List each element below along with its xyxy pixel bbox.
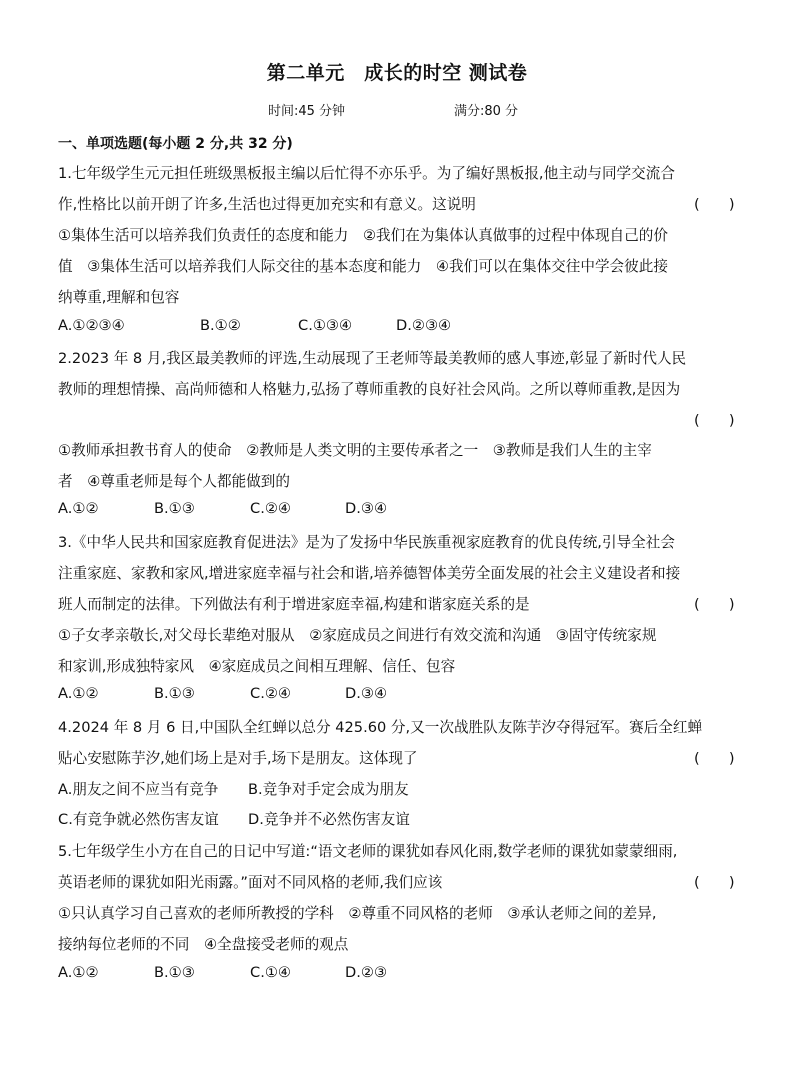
option-d: D.③④ bbox=[345, 500, 388, 517]
option-d: D.②③ bbox=[345, 964, 388, 981]
question-5-statements-line-2: 接纳每位老师的不同 ④全盘接受老师的观点 bbox=[58, 936, 349, 953]
option-d: D.竞争并不必然伤害友谊 bbox=[248, 811, 410, 828]
exam-time: 时间:45 分钟 bbox=[268, 104, 346, 119]
question-2-stem-line-1: 2.2023 年 8 月,我区最美教师的评选,生动展现了王老师等最美教师的感人事迹,彰显了新时代人民 bbox=[58, 350, 687, 367]
question-4-stem-line-1: 4.2024 年 8 月 6 日,中国队全红蝉以总分 425.60 分,又一次战胜队友陈芋汐夺得冠军。赛后全红蝉 bbox=[58, 719, 703, 736]
question-1-stem-line-2: 作,性格比以前开朗了许多,生活也过得更加充实和有意义。这说明 bbox=[58, 196, 476, 213]
answer-bracket: ( ) bbox=[694, 596, 735, 613]
option-c: C.有竞争就必然伤害友谊 bbox=[58, 811, 219, 828]
question-5-statements-line-1: ①只认真学习自己喜欢的老师所教授的学科 ②尊重不同风格的老师 ③承认老师之间的差异, bbox=[58, 905, 657, 922]
option-c: C.①③④ bbox=[298, 317, 353, 334]
page-title: 第二单元 成长的时空 测试卷 bbox=[266, 62, 528, 84]
option-b: B.①③ bbox=[154, 964, 195, 981]
option-a: A.①② bbox=[58, 964, 99, 981]
answer-bracket: ( ) bbox=[694, 196, 735, 213]
question-4-stem-line-2: 贴心安慰陈芋汐,她们场上是对手,场下是朋友。这体现了 bbox=[58, 750, 418, 767]
question-2-statements-line-2: 者 ④尊重老师是每个人都能做到的 bbox=[58, 473, 290, 490]
option-a: A.①②③④ bbox=[58, 317, 125, 334]
question-3-stem-line-3: 班人而制定的法律。下列做法有利于增进家庭幸福,构建和谐家庭关系的是 bbox=[58, 596, 530, 613]
question-1-statements-line-1: ①集体生活可以培养我们负责任的态度和能力 ②我们在为集体认真做事的过程中体现自己的价 bbox=[58, 227, 668, 244]
option-d: D.②③④ bbox=[396, 317, 452, 334]
question-5-stem-line-1: 5.七年级学生小方在自己的日记中写道:“语文老师的课犹如春风化雨,数学老师的课犹如蒙蒙细雨, bbox=[58, 843, 678, 860]
answer-bracket: ( ) bbox=[694, 412, 735, 429]
question-1-statements-line-3: 纳尊重,理解和包容 bbox=[58, 289, 180, 306]
question-1-stem-line-1: 1.七年级学生元元担任班级黑板报主编以后忙得不亦乐乎。为了编好黑板报,他主动与同学交流合 bbox=[58, 165, 675, 182]
exam-total-score: 满分:80 分 bbox=[454, 104, 519, 119]
option-b: B.①③ bbox=[154, 685, 195, 702]
option-d: D.③④ bbox=[345, 685, 388, 702]
option-c: C.②④ bbox=[250, 685, 291, 702]
question-3-statements-line-1: ①子女孝亲敬长,对父母长辈绝对服从 ②家庭成员之间进行有效交流和沟通 ③固守传统家规 bbox=[58, 627, 657, 644]
option-a: A.①② bbox=[58, 685, 99, 702]
question-3-statements-line-2: 和家训,形成独特家风 ④家庭成员之间相互理解、信任、包容 bbox=[58, 658, 456, 675]
question-3-stem-line-2: 注重家庭、家教和家风,增进家庭幸福与社会和谐,培养德智体美劳全面发展的社会主义建设者和接 bbox=[58, 565, 681, 582]
option-b: B.①③ bbox=[154, 500, 195, 517]
answer-bracket: ( ) bbox=[694, 750, 735, 767]
option-a: A.朋友之间不应当有竞争 bbox=[58, 781, 219, 798]
question-1-statements-line-2: 值 ③集体生活可以培养我们人际交往的基本态度和能力 ④我们可以在集体交往中学会彼此接 bbox=[58, 258, 668, 275]
answer-bracket: ( ) bbox=[694, 874, 735, 891]
option-b: B.竞争对手定会成为朋友 bbox=[248, 781, 409, 798]
option-c: C.①④ bbox=[250, 964, 291, 981]
question-2-statements-line-1: ①教师承担教书育人的使命 ②教师是人类文明的主要传承者之一 ③教师是我们人生的主宰 bbox=[58, 442, 652, 459]
question-3-stem-line-1: 3.《中华人民共和国家庭教育促进法》是为了发扬中华民族重视家庭教育的优良传统,引导全社会 bbox=[58, 534, 675, 551]
option-c: C.②④ bbox=[250, 500, 291, 517]
option-a: A.①② bbox=[58, 500, 99, 517]
option-b: B.①② bbox=[200, 317, 241, 334]
question-2-stem-line-2: 教师的理想情操、高尚师德和人格魅力,弘扬了尊师重教的良好社会风尚。之所以尊师重教,是因为 bbox=[58, 381, 681, 398]
section-heading: 一、单项选题(每小题 2 分,共 32 分) bbox=[58, 136, 293, 152]
question-5-stem-line-2: 英语老师的课犹如阳光雨露。”面对不同风格的老师,我们应该 bbox=[58, 874, 443, 891]
